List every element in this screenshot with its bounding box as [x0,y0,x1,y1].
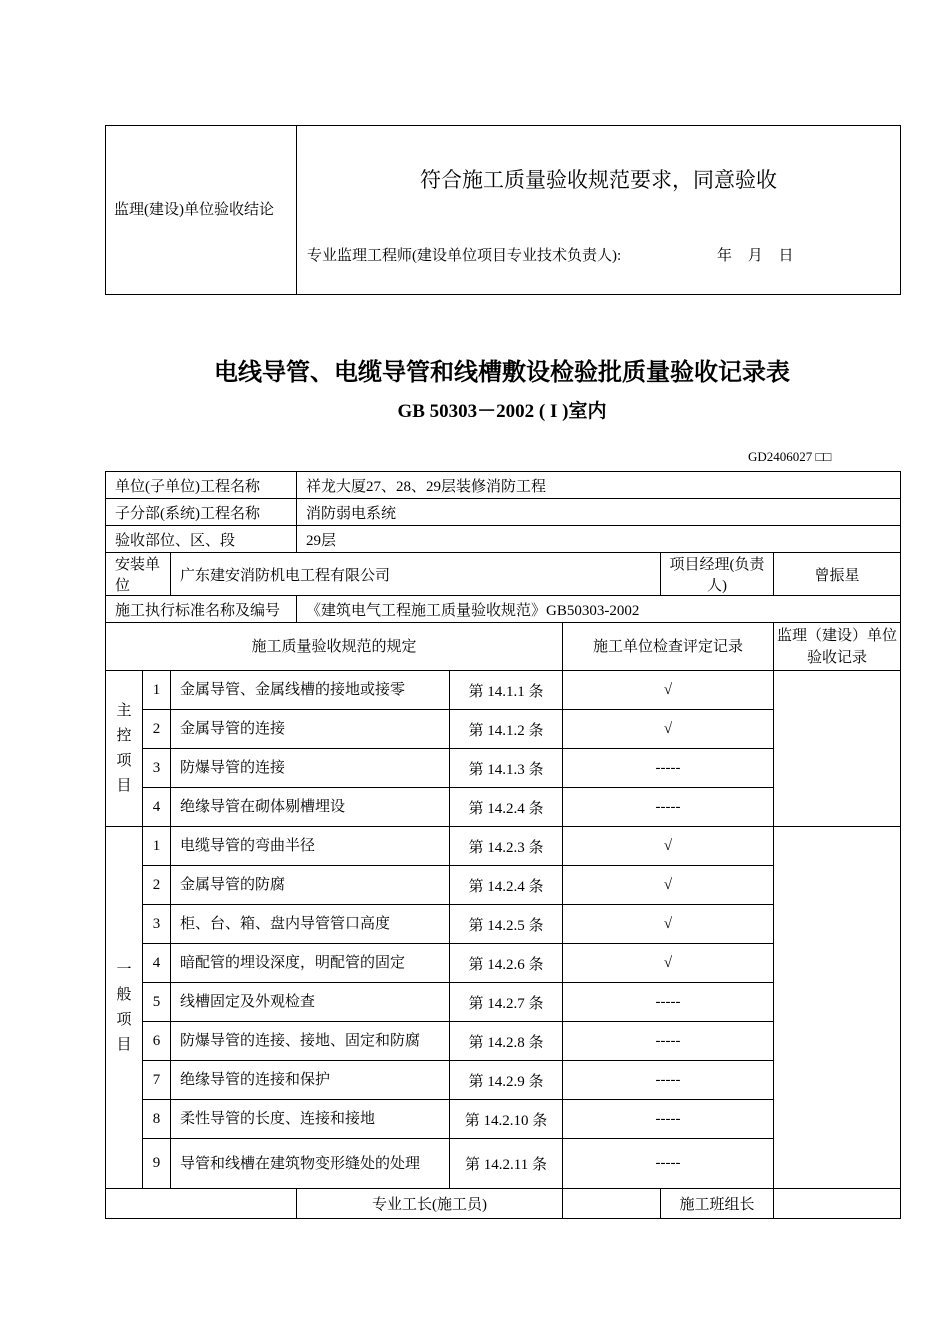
conclusion-label: 监理(建设)单位验收结论 [106,126,297,295]
info-row-install [106,553,901,596]
conclusion-cell [297,126,901,295]
item-record: ----- [563,1100,774,1139]
item-number: 4 [143,944,171,983]
supervision-conclusion-table [105,125,901,295]
item-record: ----- [563,1139,774,1189]
table-row [106,671,901,710]
item-clause: 第 14.1.1 条 [450,671,563,710]
general-supervision-record [774,827,901,1189]
category-char: 目 [116,777,132,794]
item-record: ----- [563,1022,774,1061]
item-number: 2 [143,866,171,905]
item-record: ----- [563,983,774,1022]
item-clause: 第 14.1.2 条 [450,710,563,749]
signature-blank [106,1189,297,1219]
item-number: 7 [143,1061,171,1100]
general-category [106,827,143,1189]
item-number: 1 [143,671,171,710]
team-leader-label: 施工班组长 [661,1189,774,1219]
unit-name-label: 单位(子单位)工程名称 [106,472,297,499]
page-subtitle: GB 50303－2002 ( I )室内 [397,401,607,422]
team-leader-signature [774,1189,901,1219]
item-description: 电缆导管的弯曲半径 [171,827,450,866]
item-description: 防爆导管的连接 [171,749,450,788]
item-number: 8 [143,1100,171,1139]
item-clause: 第 14.1.3 条 [450,749,563,788]
verdict-text: 符合施工质量验收规范要求，同意验收 [420,168,777,192]
item-description: 绝缘导管的连接和保护 [171,1061,450,1100]
manager-value: 曾振星 [774,553,901,596]
item-number: 9 [143,1139,171,1189]
supervision-header: 监理（建设）单位验收记录 [774,623,901,671]
item-record: √ [563,905,774,944]
item-description: 绝缘导管在砌体剔槽埋设 [171,788,450,827]
signature-row [106,1189,901,1219]
item-description: 柔性导管的长度、连接和接地 [171,1100,450,1139]
item-clause: 第 14.2.7 条 [450,983,563,1022]
install-unit-value: 广东建安消防机电工程有限公司 [171,553,661,596]
item-description: 暗配管的埋设深度，明配管的固定 [171,944,450,983]
header-row [106,623,901,671]
item-clause: 第 14.2.4 条 [450,788,563,827]
item-record: √ [563,671,774,710]
category-char: 一 [116,961,132,978]
item-record: ----- [563,749,774,788]
item-number: 5 [143,983,171,1022]
item-description: 金属导管的防腐 [171,866,450,905]
item-clause: 第 14.2.9 条 [450,1061,563,1100]
item-record: √ [563,944,774,983]
item-record: √ [563,827,774,866]
item-record: ----- [563,788,774,827]
item-clause: 第 14.2.3 条 [450,827,563,866]
item-clause: 第 14.2.10 条 [450,1100,563,1139]
spec-header: 施工质量验收规范的规定 [106,623,563,671]
item-number: 1 [143,827,171,866]
category-char: 项 [116,1011,132,1028]
item-description: 防爆导管的连接、接地、固定和防腐 [171,1022,450,1061]
item-description: 金属导管的连接 [171,710,450,749]
engineer-signature-label: 专业监理工程师(建设单位项目专业技术负责人): [307,248,622,264]
item-description: 线槽固定及外观检查 [171,983,450,1022]
item-clause: 第 14.2.8 条 [450,1022,563,1061]
standard-label: 施工执行标准名称及编号 [106,596,297,623]
category-char: 控 [116,727,132,744]
item-record: ----- [563,1061,774,1100]
manager-label: 项目经理(负责人) [661,553,774,596]
install-unit-label: 安装单位 [106,553,171,596]
inspection-record-table [105,471,901,1219]
foreman-label: 专业工长(施工员) [297,1189,563,1219]
item-description: 导管和线槽在建筑物变形缝处的处理 [171,1139,450,1189]
item-clause: 第 14.2.6 条 [450,944,563,983]
item-number: 6 [143,1022,171,1061]
item-description: 金属导管、金属线槽的接地或接零 [171,671,450,710]
category-char: 目 [116,1036,132,1053]
foreman-signature [563,1189,661,1219]
standard-value: 《建筑电气工程施工质量验收规范》GB50303-2002 [297,596,901,623]
category-char: 项 [116,752,132,769]
category-char: 般 [116,986,132,1003]
unit-name-value: 祥龙大厦27、28、29层装修消防工程 [297,472,901,499]
item-number: 3 [143,905,171,944]
form-code: GD2406027 □□ [748,449,832,464]
info-row-location [106,526,901,553]
subsection-label: 子分部(系统)工程名称 [106,499,297,526]
info-row-standard [106,596,901,623]
page-title: 电线导管、电缆导管和线槽敷设检验批质量验收记录表 [214,360,790,386]
item-clause: 第 14.2.11 条 [450,1139,563,1189]
item-record: √ [563,866,774,905]
main-control-supervision-record [774,671,901,827]
location-value: 29层 [297,526,901,553]
item-description: 柜、台、箱、盘内导管管口高度 [171,905,450,944]
main-control-category [106,671,143,827]
item-clause: 第 14.2.4 条 [450,866,563,905]
item-number: 2 [143,710,171,749]
item-number: 3 [143,749,171,788]
table-row [106,827,901,866]
info-row-unit [106,472,901,499]
item-clause: 第 14.2.5 条 [450,905,563,944]
item-number: 4 [143,788,171,827]
subsection-value: 消防弱电系统 [297,499,901,526]
check-header: 施工单位检查评定记录 [563,623,774,671]
info-row-subsection [106,499,901,526]
location-label: 验收部位、区、段 [106,526,297,553]
item-record: √ [563,710,774,749]
category-char: 主 [116,702,132,719]
date-label: 年 月 日 [717,248,794,264]
